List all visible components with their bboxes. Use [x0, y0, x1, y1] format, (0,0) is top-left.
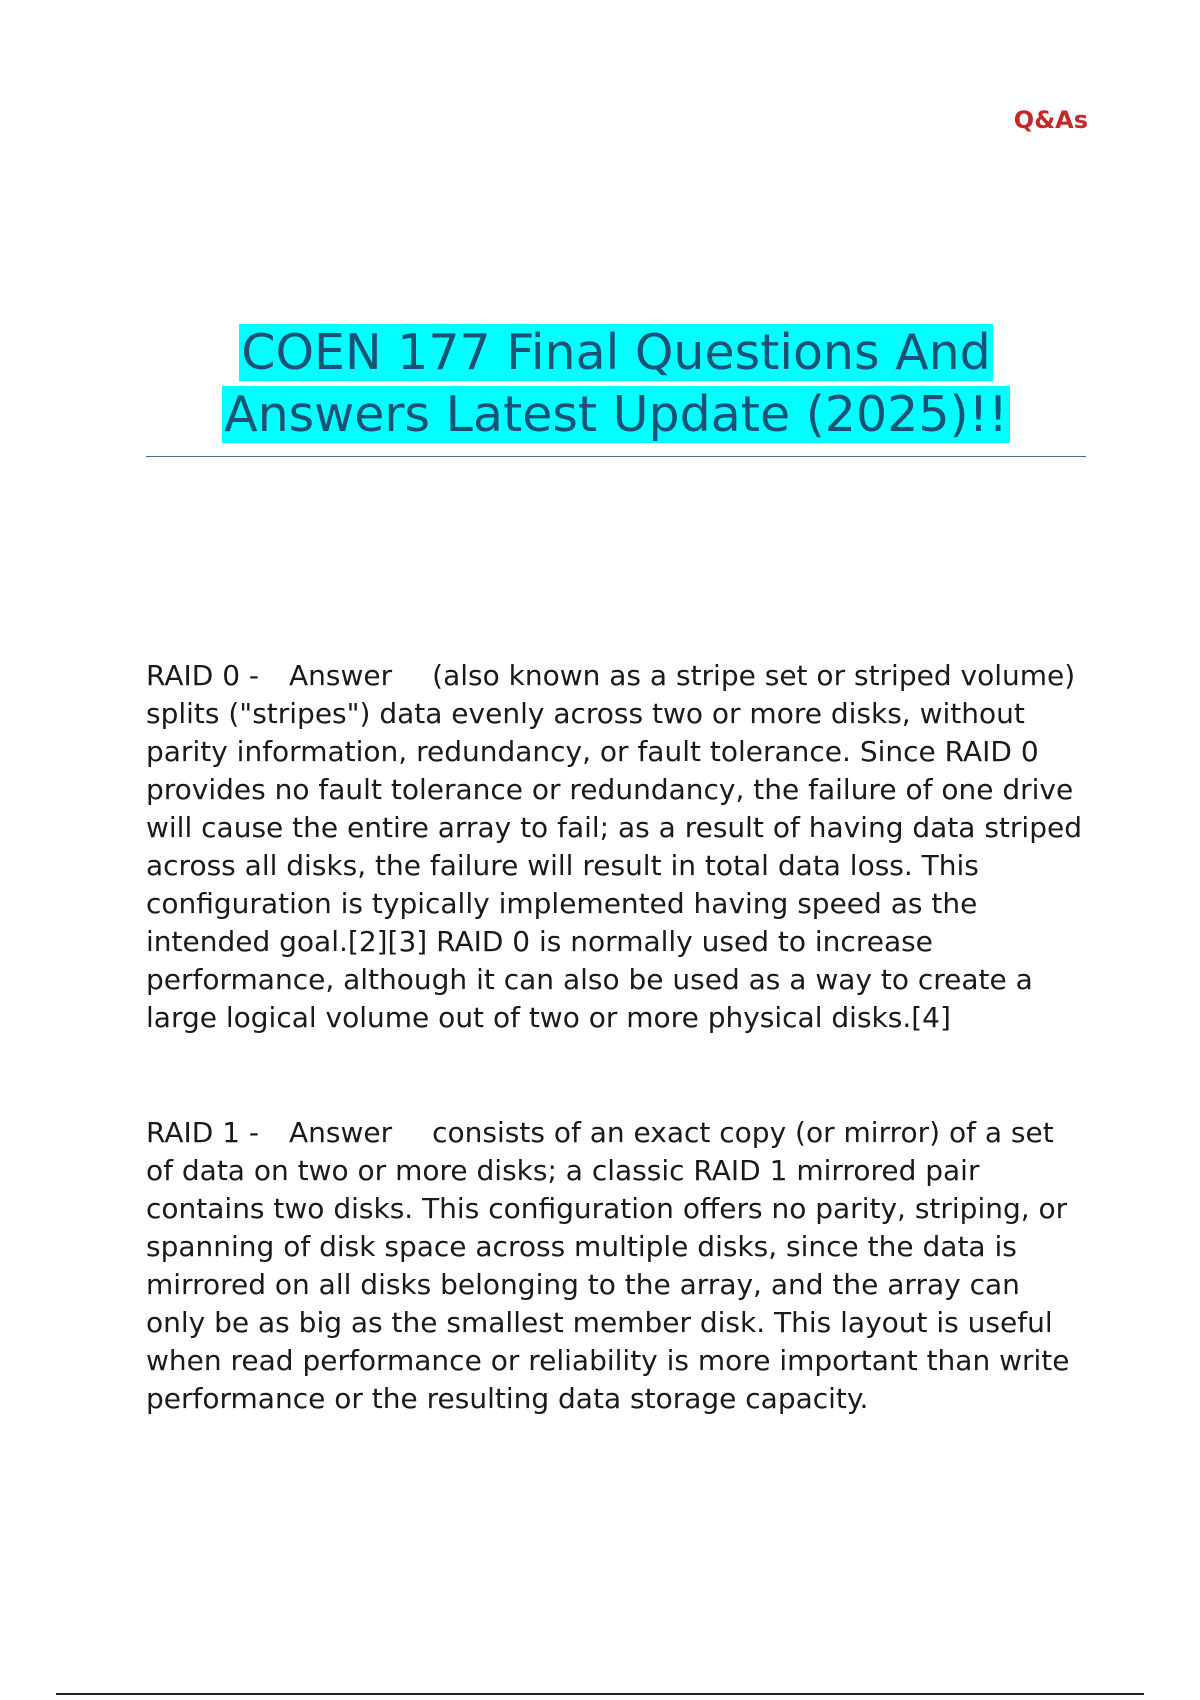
title-line-2: Answers Latest Update (2025)!! — [224, 386, 1008, 443]
qa-tag: Q&As — [1013, 106, 1088, 134]
answer-label: Answer — [289, 1116, 393, 1149]
title-divider — [146, 456, 1086, 457]
answer-text: (also known as a stripe set or striped volume) splits ("stripes") data evenly across two or more disks, without parity information, redundancy, or fault tolerance. Since RAID 0 provides no fault tolerance or redundancy, the failure of one drive will cause the entire array to fail; as a result of having data striped across all disks, the failure will result in total data loss. This configuration is typically implemented having speed as the intended goal.[2][3] RAID 0 is normally used to increase performance, although it can also be used as a way to create a large logical volume out of two or more physical disks.[4] — [146, 659, 1082, 1034]
title-line-1: COEN 177 Final Questions And — [241, 324, 991, 381]
question-term: RAID 0 - — [146, 659, 260, 692]
question-term: RAID 1 - — [146, 1116, 260, 1149]
qa-item-raid-0 — [146, 657, 1086, 1037]
answer-label: Answer — [289, 659, 393, 692]
footer-divider — [56, 1693, 1144, 1695]
document-title — [146, 322, 1086, 446]
qa-item-raid-1 — [146, 1114, 1086, 1418]
answer-text: consists of an exact copy (or mirror) of a set of data on two or more disks; a classic RAID 1 mirrored pair contains two disks. This configuration offers no parity, striping, or spanning of disk space across multiple disks, since the data is mirrored on all disks belonging to the array, and the array can only be as big as the smallest member disk. This layout is useful when read performance or reliability is more important than write performance or the resulting data storage capacity. — [146, 1116, 1070, 1415]
